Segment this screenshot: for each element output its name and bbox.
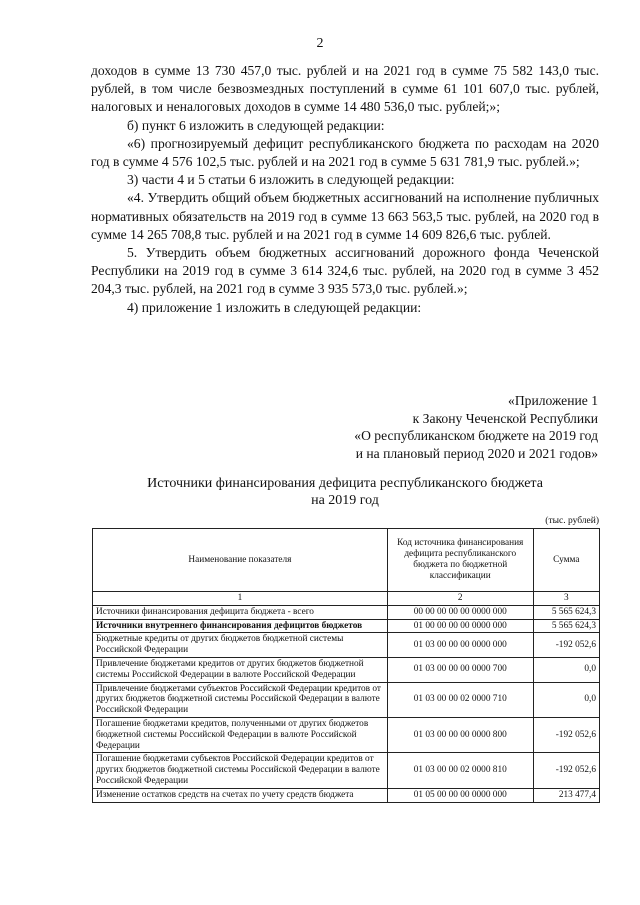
indicator-name-cell: Источники финансирования дефицита бюджета - всего bbox=[93, 605, 388, 619]
table-body bbox=[93, 605, 600, 802]
indicator-name-cell: Источники внутреннего финансирования дефицитов бюджетов bbox=[93, 619, 388, 633]
table-row bbox=[93, 682, 600, 717]
indicator-name-cell: Погашение бюджетами кредитов, полученными от других бюджетов бюджетной системы Российской Федерации в валюте Российской Федерации bbox=[93, 717, 388, 752]
appendix-line: «О республиканском бюджете на 2019 год bbox=[354, 428, 598, 443]
table-row bbox=[93, 633, 600, 658]
table-row bbox=[93, 717, 600, 752]
body-paragraph: доходов в сумме 13 730 457,0 тыс. рублей и на 2021 год в сумме 75 582 143,0 тыс. рублей, в том числе безвозмездных поступлений в сумме 61 101 607,0 тыс. рублей, налоговых и неналоговых доходов в сумме 14 480 536,0 тыс. рублей;»; bbox=[91, 63, 599, 115]
header-indicator-name: Наименование показателя bbox=[93, 529, 388, 592]
source-code-cell: 01 00 00 00 00 0000 000 bbox=[387, 619, 533, 633]
table-header-row bbox=[93, 529, 600, 592]
indicator-name-cell: Бюджетные кредиты от других бюджетов бюджетной системы Российской Федерации bbox=[93, 633, 388, 658]
table-row bbox=[93, 619, 600, 633]
table-row bbox=[93, 657, 600, 682]
body-paragraph: «6) прогнозируемый дефицит республиканского бюджета по расходам на 2020 год в сумме 4 576 102,5 тыс. рублей и на 2021 год в сумме 5 631 781,9 тыс. рублей.»; bbox=[91, 135, 599, 170]
appendix-line: к Закону Чеченской Республики bbox=[412, 410, 598, 426]
table-title-line: Источники финансирования дефицита республиканского бюджета bbox=[147, 476, 543, 491]
table-title bbox=[91, 475, 599, 509]
table-row bbox=[93, 605, 600, 619]
amount-cell: 0,0 bbox=[533, 657, 599, 682]
units-label: (тыс. рублей) bbox=[545, 516, 599, 526]
source-code-cell: 01 03 00 00 00 0000 700 bbox=[387, 657, 533, 682]
financing-sources-table bbox=[92, 528, 600, 803]
source-code-cell: 01 03 00 00 00 0000 000 bbox=[387, 633, 533, 658]
amount-cell: 5 565 624,3 bbox=[533, 619, 599, 633]
body-text bbox=[91, 62, 599, 317]
body-paragraph: б) пункт 6 изложить в следующей редакции: bbox=[127, 117, 385, 133]
indicator-name-cell: Привлечение бюджетами субъектов Российской Федерации кредитов от других бюджетов бюджетной системы Российской Федерации в валюте Российской Федерации bbox=[93, 682, 388, 717]
header-amount: Сумма bbox=[533, 529, 599, 592]
body-paragraph: 5. Утвердить объем бюджетных ассигнований дорожного фонда Чеченской Республики на 2019 год в сумме 3 614 324,6 тыс. рублей, на 2020 год в сумме 3 452 204,3 тыс. рублей, на 2021 год в сумме 3 935 573,0 тыс. рублей.»; bbox=[91, 245, 599, 297]
column-number: 1 bbox=[93, 592, 388, 606]
page-number: 2 bbox=[316, 36, 324, 51]
table-row bbox=[93, 753, 600, 788]
source-code-cell: 00 00 00 00 00 0000 000 bbox=[387, 605, 533, 619]
amount-cell: 213 477,4 bbox=[533, 788, 599, 802]
amount-cell: 5 565 624,3 bbox=[533, 605, 599, 619]
amount-cell: -192 052,6 bbox=[533, 753, 599, 788]
source-code-cell: 01 03 00 00 02 0000 710 bbox=[387, 682, 533, 717]
source-code-cell: 01 05 00 00 00 0000 000 bbox=[387, 788, 533, 802]
body-paragraph: 4) приложение 1 изложить в следующей редакции: bbox=[127, 299, 422, 315]
column-number-row bbox=[93, 592, 600, 606]
indicator-name-cell: Изменение остатков средств на счетах по учету средств бюджета bbox=[93, 788, 388, 802]
column-number: 3 bbox=[533, 592, 599, 606]
appendix-line: «Приложение 1 bbox=[508, 393, 598, 408]
indicator-name-cell: Погашение бюджетами субъектов Российской Федерации кредитов от других бюджетов бюджетной системы Российской Федерации в валюте Российской Федерации bbox=[93, 753, 388, 788]
indicator-name-cell: Привлечение бюджетами кредитов от других бюджетов бюджетной системы Российской Федерации в валюте Российской Федерации bbox=[93, 657, 388, 682]
table-title-line: на 2019 год bbox=[311, 493, 379, 508]
appendix-line: и на плановый период 2020 и 2021 годов» bbox=[355, 445, 598, 461]
appendix-heading bbox=[258, 392, 598, 462]
table-row bbox=[93, 788, 600, 802]
source-code-cell: 01 03 00 00 02 0000 810 bbox=[387, 753, 533, 788]
body-paragraph: 3) части 4 и 5 статьи 6 изложить в следующей редакции: bbox=[127, 172, 455, 188]
amount-cell: -192 052,6 bbox=[533, 717, 599, 752]
header-source-code: Код источника финансирования дефицита республиканского бюджета по бюджетной классификации bbox=[387, 529, 533, 592]
source-code-cell: 01 03 00 00 00 0000 800 bbox=[387, 717, 533, 752]
column-number: 2 bbox=[387, 592, 533, 606]
amount-cell: 0,0 bbox=[533, 682, 599, 717]
amount-cell: -192 052,6 bbox=[533, 633, 599, 658]
body-paragraph: «4. Утвердить общий объем бюджетных ассигнований на исполнение публичных нормативных обязательств на 2019 год в сумме 13 663 563,5 тыс. рублей, на 2020 год в сумме 14 265 708,8 тыс. рублей и на 2021 год в сумме 14 609 826,6 тыс. рублей. bbox=[91, 190, 599, 242]
